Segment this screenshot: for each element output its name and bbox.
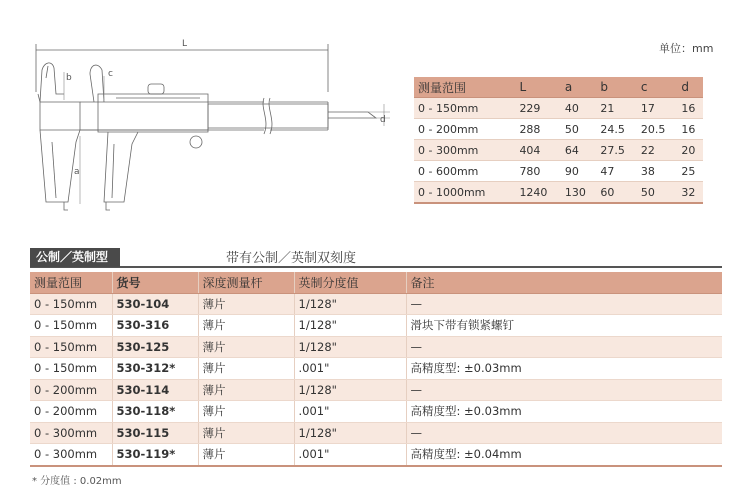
table-cell: 0 - 150mm bbox=[30, 315, 112, 337]
column-header: 测量范围 bbox=[30, 272, 112, 293]
column-header: L bbox=[515, 77, 560, 98]
label-c: c bbox=[108, 69, 113, 79]
table-cell: 薄片 bbox=[198, 422, 294, 444]
table-cell: 1/128" bbox=[294, 315, 406, 337]
table-cell: 90 bbox=[561, 161, 597, 182]
table-cell: .001" bbox=[294, 444, 406, 466]
column-header: 深度测量杆 bbox=[198, 272, 294, 293]
section-description: 带有公制／英制双刻度 bbox=[226, 251, 357, 266]
section-divider bbox=[30, 266, 722, 268]
table-cell: 530-118* bbox=[112, 401, 198, 423]
column-header: c bbox=[637, 77, 677, 98]
table-cell: 50 bbox=[561, 119, 597, 140]
table-cell: 47 bbox=[596, 161, 636, 182]
product-table-body bbox=[30, 293, 722, 466]
label-a: a bbox=[74, 167, 80, 177]
table-cell: 530-316 bbox=[112, 315, 198, 337]
table-cell: 薄片 bbox=[198, 358, 294, 380]
table-row bbox=[30, 293, 722, 315]
table-cell: 0 - 200mm bbox=[414, 119, 515, 140]
column-header: a bbox=[561, 77, 597, 98]
column-header: d bbox=[677, 77, 703, 98]
table-cell: 0 - 300mm bbox=[414, 140, 515, 161]
column-header: 英制分度值 bbox=[294, 272, 406, 293]
table-row bbox=[30, 379, 722, 401]
table-row bbox=[30, 315, 722, 337]
table-cell: 0 - 300mm bbox=[30, 444, 112, 466]
table-cell: 1240 bbox=[515, 182, 560, 204]
table-cell: 17 bbox=[637, 98, 677, 119]
table-cell: 20 bbox=[677, 140, 703, 161]
table-cell: 薄片 bbox=[198, 401, 294, 423]
table-cell: 25 bbox=[677, 161, 703, 182]
product-table bbox=[30, 272, 722, 467]
table-cell: 32 bbox=[677, 182, 703, 204]
table-cell: — bbox=[406, 336, 722, 358]
product-table-header bbox=[30, 272, 722, 293]
table-cell: 530-125 bbox=[112, 336, 198, 358]
table-cell: 0 - 1000mm bbox=[414, 182, 515, 204]
table-row bbox=[414, 119, 703, 140]
table-row bbox=[30, 401, 722, 423]
table-cell: 薄片 bbox=[198, 315, 294, 337]
table-cell: 0 - 150mm bbox=[414, 98, 515, 119]
dimension-table bbox=[414, 77, 703, 204]
table-row bbox=[414, 161, 703, 182]
table-cell: 288 bbox=[515, 119, 560, 140]
table-cell: 0 - 300mm bbox=[30, 422, 112, 444]
table-cell: 530-119* bbox=[112, 444, 198, 466]
table-row bbox=[414, 98, 703, 119]
table-cell: 高精度型: ±0.03mm bbox=[406, 358, 722, 380]
table-cell: 38 bbox=[637, 161, 677, 182]
table-cell: 薄片 bbox=[198, 444, 294, 466]
dimension-table-header bbox=[414, 77, 703, 98]
table-cell: 1/128" bbox=[294, 422, 406, 444]
section-header bbox=[30, 246, 722, 268]
table-cell: 0 - 200mm bbox=[30, 379, 112, 401]
table-cell: — bbox=[406, 293, 722, 315]
table-row bbox=[414, 182, 703, 204]
table-cell: 1/128" bbox=[294, 336, 406, 358]
label-b: b bbox=[66, 73, 72, 83]
table-cell: 530-115 bbox=[112, 422, 198, 444]
table-row bbox=[414, 140, 703, 161]
table-cell: 0 - 200mm bbox=[30, 401, 112, 423]
unit-note: 单位：mm bbox=[659, 42, 714, 55]
table-cell: 0 - 150mm bbox=[30, 358, 112, 380]
table-cell: 780 bbox=[515, 161, 560, 182]
table-cell: 229 bbox=[515, 98, 560, 119]
table-cell: — bbox=[406, 379, 722, 401]
column-header: 货号 bbox=[112, 272, 198, 293]
table-cell: 530-312* bbox=[112, 358, 198, 380]
table-cell: 27.5 bbox=[596, 140, 636, 161]
table-cell: 薄片 bbox=[198, 293, 294, 315]
table-cell: 高精度型: ±0.04mm bbox=[406, 444, 722, 466]
table-cell: 0 - 150mm bbox=[30, 293, 112, 315]
column-header: 备注 bbox=[406, 272, 722, 293]
label-L: L bbox=[182, 39, 188, 49]
table-cell: 60 bbox=[596, 182, 636, 204]
table-cell: 22 bbox=[637, 140, 677, 161]
column-header: 测量范围 bbox=[414, 77, 515, 98]
table-cell: 404 bbox=[515, 140, 560, 161]
table-cell: 1/128" bbox=[294, 293, 406, 315]
table-cell: .001" bbox=[294, 401, 406, 423]
label-d: d bbox=[380, 115, 386, 125]
table-cell: 滑块下带有锁紧螺钉 bbox=[406, 315, 722, 337]
table-cell: 530-104 bbox=[112, 293, 198, 315]
column-header: b bbox=[596, 77, 636, 98]
table-cell: 40 bbox=[561, 98, 597, 119]
table-cell: 薄片 bbox=[198, 336, 294, 358]
section-tag: 公制／英制型 bbox=[30, 248, 120, 267]
table-cell: 1/128" bbox=[294, 379, 406, 401]
table-cell: 16 bbox=[677, 119, 703, 140]
table-cell: 高精度型: ±0.03mm bbox=[406, 401, 722, 423]
table-cell: 薄片 bbox=[198, 379, 294, 401]
table-row bbox=[30, 444, 722, 466]
footnote: * 分度值 : 0.02mm bbox=[32, 476, 122, 487]
table-cell: 0 - 150mm bbox=[30, 336, 112, 358]
dimension-table-body bbox=[414, 98, 703, 204]
table-cell: 0 - 600mm bbox=[414, 161, 515, 182]
table-cell: 21 bbox=[596, 98, 636, 119]
table-row bbox=[30, 336, 722, 358]
table-cell: 64 bbox=[561, 140, 597, 161]
table-cell: 50 bbox=[637, 182, 677, 204]
caliper-diagram bbox=[28, 32, 408, 222]
table-cell: — bbox=[406, 422, 722, 444]
table-row bbox=[30, 422, 722, 444]
table-cell: 24.5 bbox=[596, 119, 636, 140]
table-cell: .001" bbox=[294, 358, 406, 380]
table-cell: 530-114 bbox=[112, 379, 198, 401]
table-cell: 130 bbox=[561, 182, 597, 204]
table-cell: 16 bbox=[677, 98, 703, 119]
table-cell: 20.5 bbox=[637, 119, 677, 140]
table-row bbox=[30, 358, 722, 380]
